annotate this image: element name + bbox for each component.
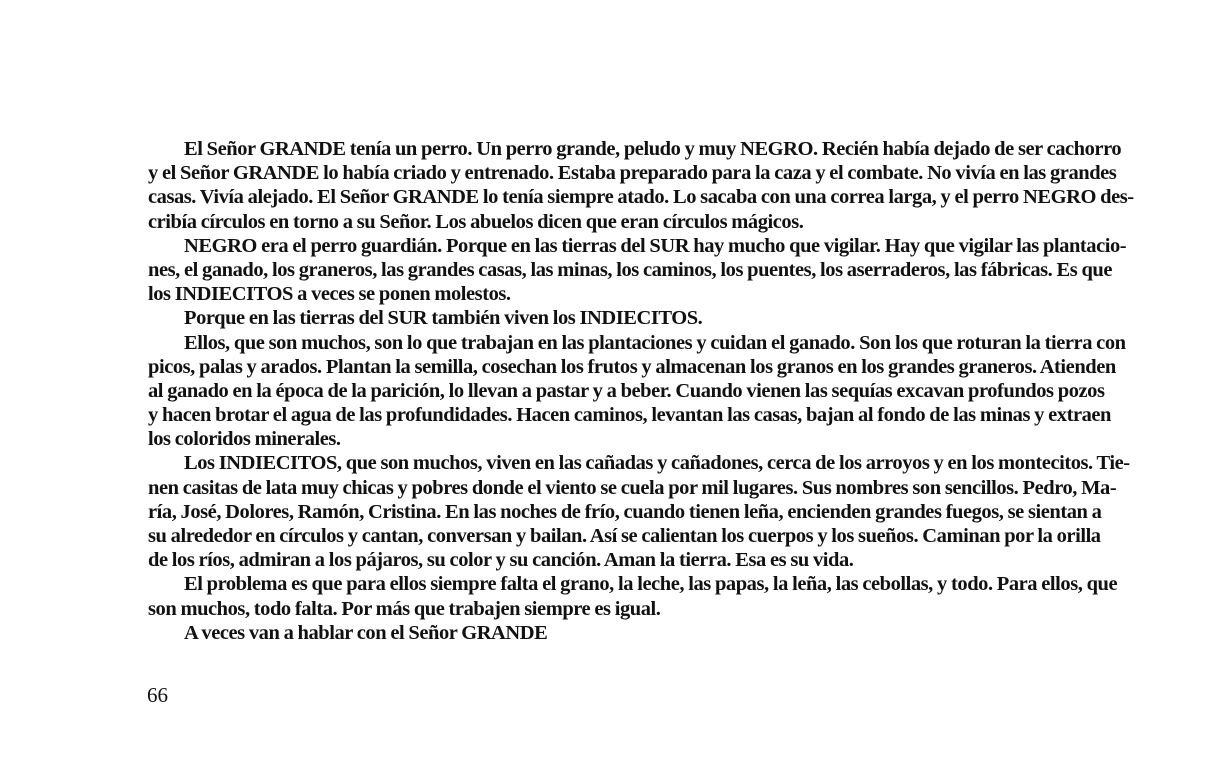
text-line: los INDIECITOS a veces se ponen molestos.: [148, 283, 511, 306]
text-line: de los ríos, admiran a los pájaros, su color y su canción. Aman la tierra. Esa es su vida.: [148, 549, 854, 572]
text-line: y hacen brotar el agua de las profundidades. Hacen caminos, levantan las casas, bajan al fondo de las minas y extraen: [148, 404, 1112, 427]
body-text: [148, 137, 1134, 645]
text-line: picos, palas y arados. Plantan la semilla, cosechan los frutos y almacenan los granos en los grandes graneros. Atienden: [148, 355, 1116, 378]
text-line: cribía círculos en torno a su Señor. Los abuelos dicen que eran círculos mágicos.: [148, 210, 804, 233]
text-line: nes, el ganado, los graneros, las grandes casas, las minas, los caminos, los puentes, los aserraderos, las fábricas. Es que: [148, 258, 1113, 281]
text-line: su alrededor en círculos y cantan, conversan y bailan. Así se calientan los cuerpos y los sueños. Caminan por la orilla: [148, 525, 1101, 547]
text-line: Los INDIECITOS, que son muchos, viven en las cañadas y cañadones, cerca de los arroyos y en los montecitos. Tie-: [184, 452, 1130, 475]
text-line: y el Señor GRANDE lo había criado y entrenado. Estaba preparado para la caza y el combate. No vivía en las grandes: [148, 162, 1117, 185]
text-line: casas. Vivía alejado. El Señor GRANDE lo tenía siempre atado. Lo sacaba con una correa larga, y el perro NEGRO des-: [148, 186, 1134, 209]
text-line: Ellos, que son muchos, son lo que trabajan en las plantaciones y cuidan el ganado. Son los que roturan la tierra con: [184, 331, 1126, 354]
text-line: NEGRO era el perro guardián. Porque en las tierras del SUR hay mucho que vigilar. Hay que vigilar las plantacio-: [184, 234, 1127, 257]
text-line: El problema es que para ellos siempre falta el grano, la leche, las papas, la leña, las cebollas, y todo. Para ellos, que: [184, 573, 1118, 596]
text-line: los coloridos minerales.: [148, 428, 341, 451]
text-line: son muchos, todo falta. Por más que trabajen siempre es igual.: [148, 597, 661, 620]
page-number: 66: [147, 683, 168, 707]
text-line: Porque en las tierras del SUR también viven los INDIECITOS.: [184, 307, 703, 330]
text-line: A veces van a hablar con el Señor GRANDE: [184, 621, 548, 644]
text-line: ría, José, Dolores, Ramón, Cristina. En las noches de frío, cuando tienen leña, encienden grandes fuegos, se sientan a: [148, 500, 1102, 523]
text-line: nen casitas de lata muy chicas y pobres donde el viento se cuela por mil lugares. Sus nombres son sencillos. Pedro, Ma-: [148, 476, 1117, 499]
text-line: al ganado en la época de la parición, lo llevan a pastar y a beber. Cuando vienen las sequías excavan profundos pozos: [148, 379, 1105, 402]
text-line: El Señor GRANDE tenía un perro. Un perro grande, peludo y muy NEGRO. Recién había dejado de ser cachorro: [184, 138, 1122, 160]
